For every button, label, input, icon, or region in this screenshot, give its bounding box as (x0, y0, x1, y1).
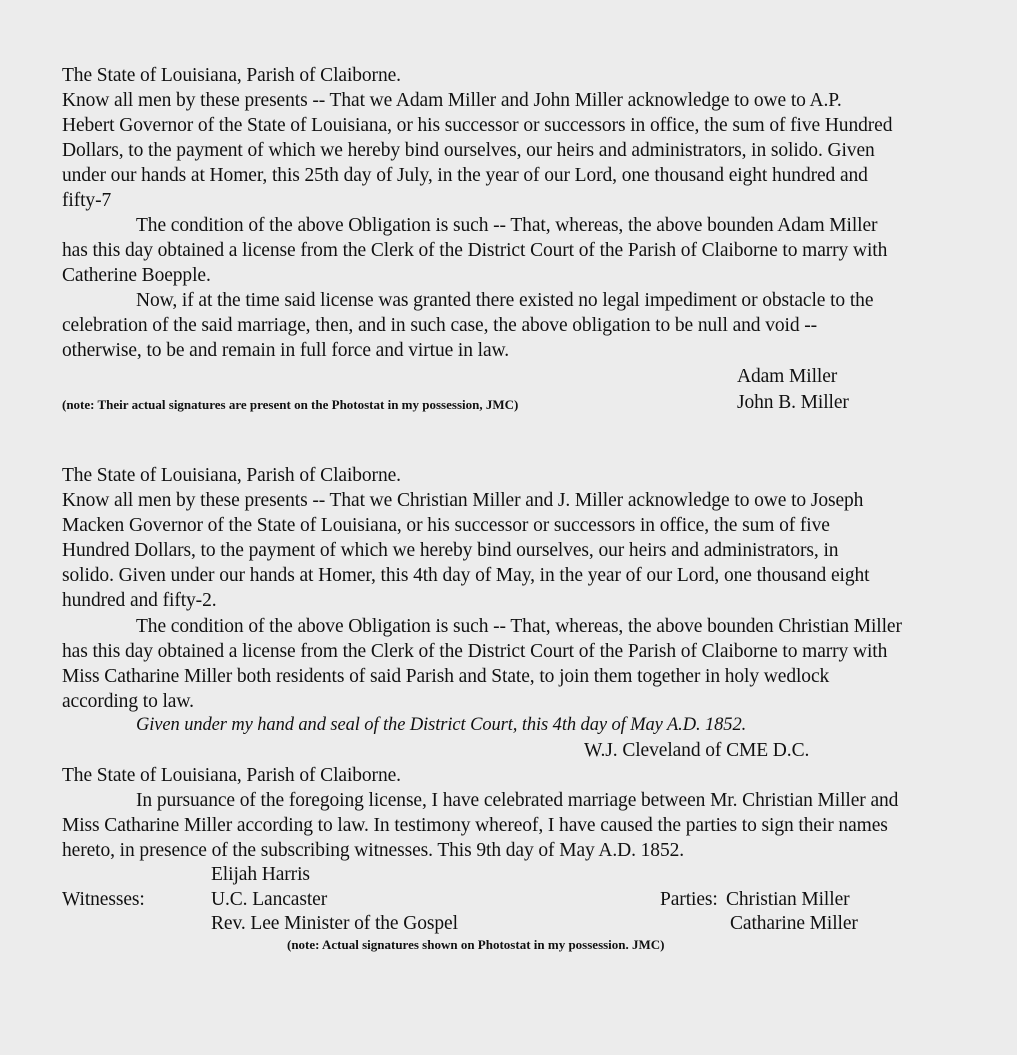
record1-bond-line: fifty-7 (62, 190, 112, 211)
record2-bond-line: Macken Governor of the State of Louisiana, or his successor or successors in office, the sum of five (62, 515, 830, 536)
record1-bond-line: Know all men by these presents -- That we Adam Miller and John Miller acknowledge to owe to A.P. (62, 90, 842, 111)
party-name: Catharine Miller (730, 913, 858, 934)
record1-proviso-line: Now, if at the time said license was granted there existed no legal impediment or obstacle to the (136, 290, 874, 311)
witness-name: Rev. Lee Minister of the Gospel (211, 913, 458, 934)
record1-condition-line: has this day obtained a license from the Clerk of the District Court of the Parish of Claiborne to marry with (62, 240, 888, 261)
record2-condition-line: The condition of the above Obligation is such -- That, whereas, the above bounden Christian Miller (136, 616, 902, 637)
parties-label: Parties: (660, 889, 718, 910)
record2-heading: The State of Louisiana, Parish of Claiborne. (62, 465, 401, 486)
party-name: Christian Miller (726, 889, 850, 910)
record1-bond-line: Hebert Governor of the State of Louisiana, or his successor or successors in office, the sum of five Hundred (62, 115, 893, 136)
record2-bond-line: Hundred Dollars, to the payment of which we hereby bind ourselves, our heirs and administrators, in (62, 540, 839, 561)
record1-bond-line: under our hands at Homer, this 25th day of July, in the year of our Lord, one thousand eight hundred and (62, 165, 868, 186)
record3-heading: The State of Louisiana, Parish of Claiborne. (62, 765, 401, 786)
record1-condition-line: Catherine Boepple. (62, 265, 211, 286)
record1-heading: The State of Louisiana, Parish of Claiborne. (62, 65, 401, 86)
record1-condition-line: The condition of the above Obligation is such -- That, whereas, the above bounden Adam Miller (136, 215, 878, 236)
record1-proviso-line: otherwise, to be and remain in full force and virtue in law. (62, 340, 510, 361)
record1-bond-line: Dollars, to the payment of which we hereby bind ourselves, our heirs and administrators, in solido. Given (62, 140, 875, 161)
record2-bond-line: solido. Given under our hands at Homer, this 4th day of May, in the year of our Lord, one thousand eight (62, 565, 870, 586)
record2-condition-line: has this day obtained a license from the Clerk of the District Court of the Parish of Claiborne to marry with (62, 641, 888, 662)
witness-name: Elijah Harris (211, 864, 310, 885)
record2-condition-line: according to law. (62, 691, 194, 712)
record1-signature: Adam Miller (737, 366, 838, 387)
record3-note: (note: Actual signatures shown on Photostat in my possession. JMC) (287, 937, 665, 952)
record1-note: (note: Their actual signatures are present on the Photostat in my possession, JMC) (62, 397, 519, 412)
record3-body-line: Miss Catharine Miller according to law. In testimony whereof, I have caused the parties to sign their names (62, 815, 888, 836)
record1-signature: John B. Miller (737, 392, 849, 413)
record2-bond-line: Know all men by these presents -- That we Christian Miller and J. Miller acknowledge to owe to Joseph (62, 490, 864, 511)
witness-name: U.C. Lancaster (211, 889, 328, 910)
record2-bond-line: hundred and fifty-2. (62, 590, 217, 611)
record2-clerk: W.J. Cleveland of CME D.C. (584, 740, 810, 761)
record2-given-line: Given under my hand and seal of the District Court, this 4th day of May A.D. 1852. (136, 715, 747, 735)
witnesses-label: Witnesses: (62, 889, 145, 910)
record1-proviso-line: celebration of the said marriage, then, and in such case, the above obligation to be null and void -- (62, 315, 818, 336)
record2-condition-line: Miss Catharine Miller both residents of said Parish and State, to join them together in holy wedlock (62, 666, 830, 687)
record3-body-line: In pursuance of the foregoing license, I have celebrated marriage between Mr. Christian Miller and (136, 790, 899, 811)
record3-body-line: hereto, in presence of the subscribing witnesses. This 9th day of May A.D. 1852. (62, 840, 685, 861)
